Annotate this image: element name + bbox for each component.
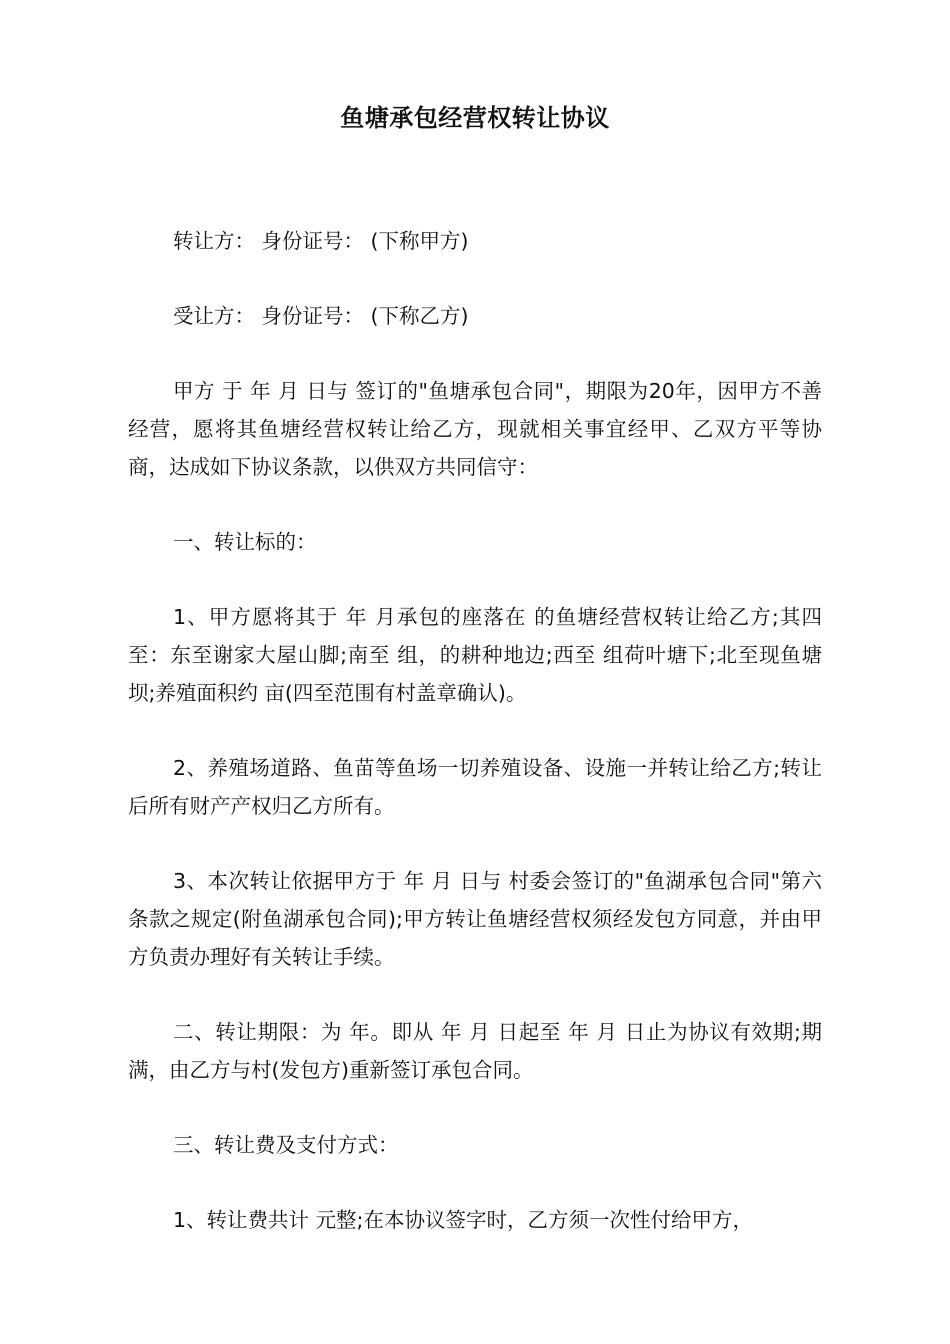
paragraph-transferor: 转让方： 身份证号： (下称甲方) xyxy=(173,229,469,253)
section-heading-term: 二、转让期限：为 年。即从 年 月 日起至 年 月 日止为协议有效期;期满，由乙方与村(发包方)重新签订承包合同。 xyxy=(128,1020,822,1082)
clause-1-2: 2、养殖场道路、鱼苗等鱼场一切养殖设备、设施一并转让给乙方;转让后所有财产产权归乙方所有。 xyxy=(128,756,822,818)
section-heading-subject: 一、转让标的： xyxy=(173,530,317,554)
document-body xyxy=(128,222,822,1276)
document-title: 鱼塘承包经营权转让协议 xyxy=(340,104,610,132)
clause-1-3: 3、本次转让依据甲方于 年 月 日与 村委会签订的"鱼湖承包合同"第六条款之规定(附鱼湖承包合同);甲方转让鱼塘经营权须经发包方同意，并由甲方负责办理好有关转让手续。 xyxy=(128,869,822,969)
section-heading-fee: 三、转让费及支付方式： xyxy=(173,1133,399,1157)
paragraph-transferee: 受让方： 身份证号： (下称乙方) xyxy=(173,304,469,328)
clause-3-1: 1、转让费共计 元整;在本协议签字时，乙方须一次性付给甲方， xyxy=(173,1208,753,1232)
paragraph-preamble: 甲方 于 年 月 日与 签订的"鱼塘承包合同"，期限为20年，因甲方不善经营，愿将其鱼塘经营权转让给乙方，现就相关事宜经甲、乙双方平等协商，达成如下协议条款，以供双方共同信守： xyxy=(128,379,822,479)
clause-1-1: 1、甲方愿将其于 年 月承包的座落在 的鱼塘经营权转让给乙方;其四至：东至谢家大屋山脚;南至 组，的耕种地边;西至 组荷叶塘下;北至现鱼塘坝;养殖面积约 亩(四至范围有村盖章确认)。 xyxy=(128,605,822,705)
